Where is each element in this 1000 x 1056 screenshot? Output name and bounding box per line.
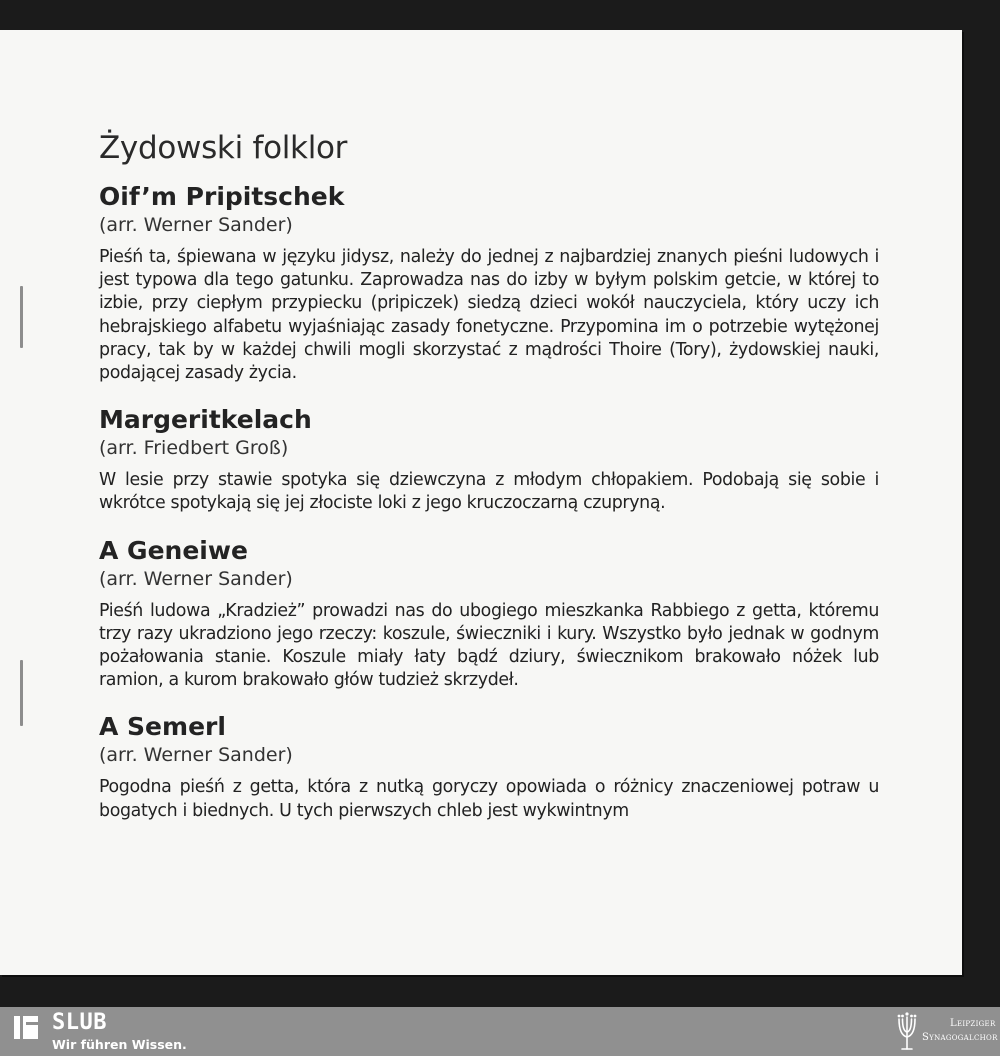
choir-name-line2: Synagogalchor bbox=[922, 1032, 998, 1043]
song-section bbox=[99, 182, 879, 385]
library-tagline: Wir führen Wissen. bbox=[52, 1037, 187, 1052]
song-arranger: (arr. Werner Sander) bbox=[99, 744, 293, 767]
song-description: Pieśń ta, śpiewana w języku jidysz, należy do jednej z najbardziej znanych pieśni ludowych i jest typowa dla tego gatunku. Zaprowadza nas do izby w byłym polskim getcie, w której to izbie, przy ciepłym przypiecku (pripiczek) siedzą dzieci wokół nauczyciela, który uczy ich hebrajskiego alfabetu wyjaśniając zasady fonetyczne. Przypomina im o potrzebie wytężonej pracy, tak by w każdej chwili mogli skorzystać z mądrości Thoire (Tory), żydowskiej nauki, podającej zasady życia. bbox=[99, 247, 879, 384]
song-title: Margeritkelach bbox=[99, 405, 312, 435]
song-description: Pogodna pieśń z getta, która z nutką goryczy opowiada o różnicy znaczeniowej potraw u bogatych i biednych. U tych pierwszych chleb jest wykwintnym bbox=[99, 777, 879, 821]
song-title: A Geneiwe bbox=[99, 535, 248, 565]
song-section bbox=[99, 536, 879, 693]
menorah-icon[interactable] bbox=[896, 1011, 918, 1053]
choir-name bbox=[922, 1017, 998, 1045]
staple bbox=[20, 660, 23, 726]
staple bbox=[20, 286, 23, 348]
page-content bbox=[99, 128, 879, 843]
page-title: Żydowski folklor bbox=[99, 130, 348, 166]
song-arranger: (arr. Werner Sander) bbox=[99, 567, 293, 590]
song-section bbox=[99, 712, 879, 822]
choir-name-line1: Leipziger bbox=[950, 1018, 996, 1029]
song-section bbox=[99, 405, 879, 515]
song-description: W lesie przy stawie spotyka się dziewczyna z młodym chłopakiem. Podobają się sobie i wkrótce spotykają się jej złociste loki z jego kruczoczarną czupryną. bbox=[99, 470, 879, 514]
footer-bar bbox=[0, 1007, 1000, 1056]
document-page bbox=[0, 30, 962, 975]
song-arranger: (arr. Friedbert Groß) bbox=[99, 437, 289, 460]
song-title: A Semerl bbox=[99, 712, 226, 742]
song-arranger: (arr. Werner Sander) bbox=[99, 214, 293, 236]
song-title: Oif’m Pripitschek bbox=[99, 182, 345, 211]
slub-logo-icon[interactable] bbox=[12, 1013, 40, 1041]
song-description: Pieśń ludowa „Kradzież” prowadzi nas do ubogiego mieszkanka Rabbiego z getta, któremu trzy razy ukradziono jego rzeczy: koszule, świeczniki i kury. Wszystko było jednak w godnym pożałowania stanie. Koszule miały łaty bądź dziury, świecznikom brakowało nóżek lub ramion, a kurom brakowało głów tudzież skrzydeł. bbox=[99, 600, 879, 691]
library-name[interactable]: SLUB bbox=[52, 1010, 107, 1035]
